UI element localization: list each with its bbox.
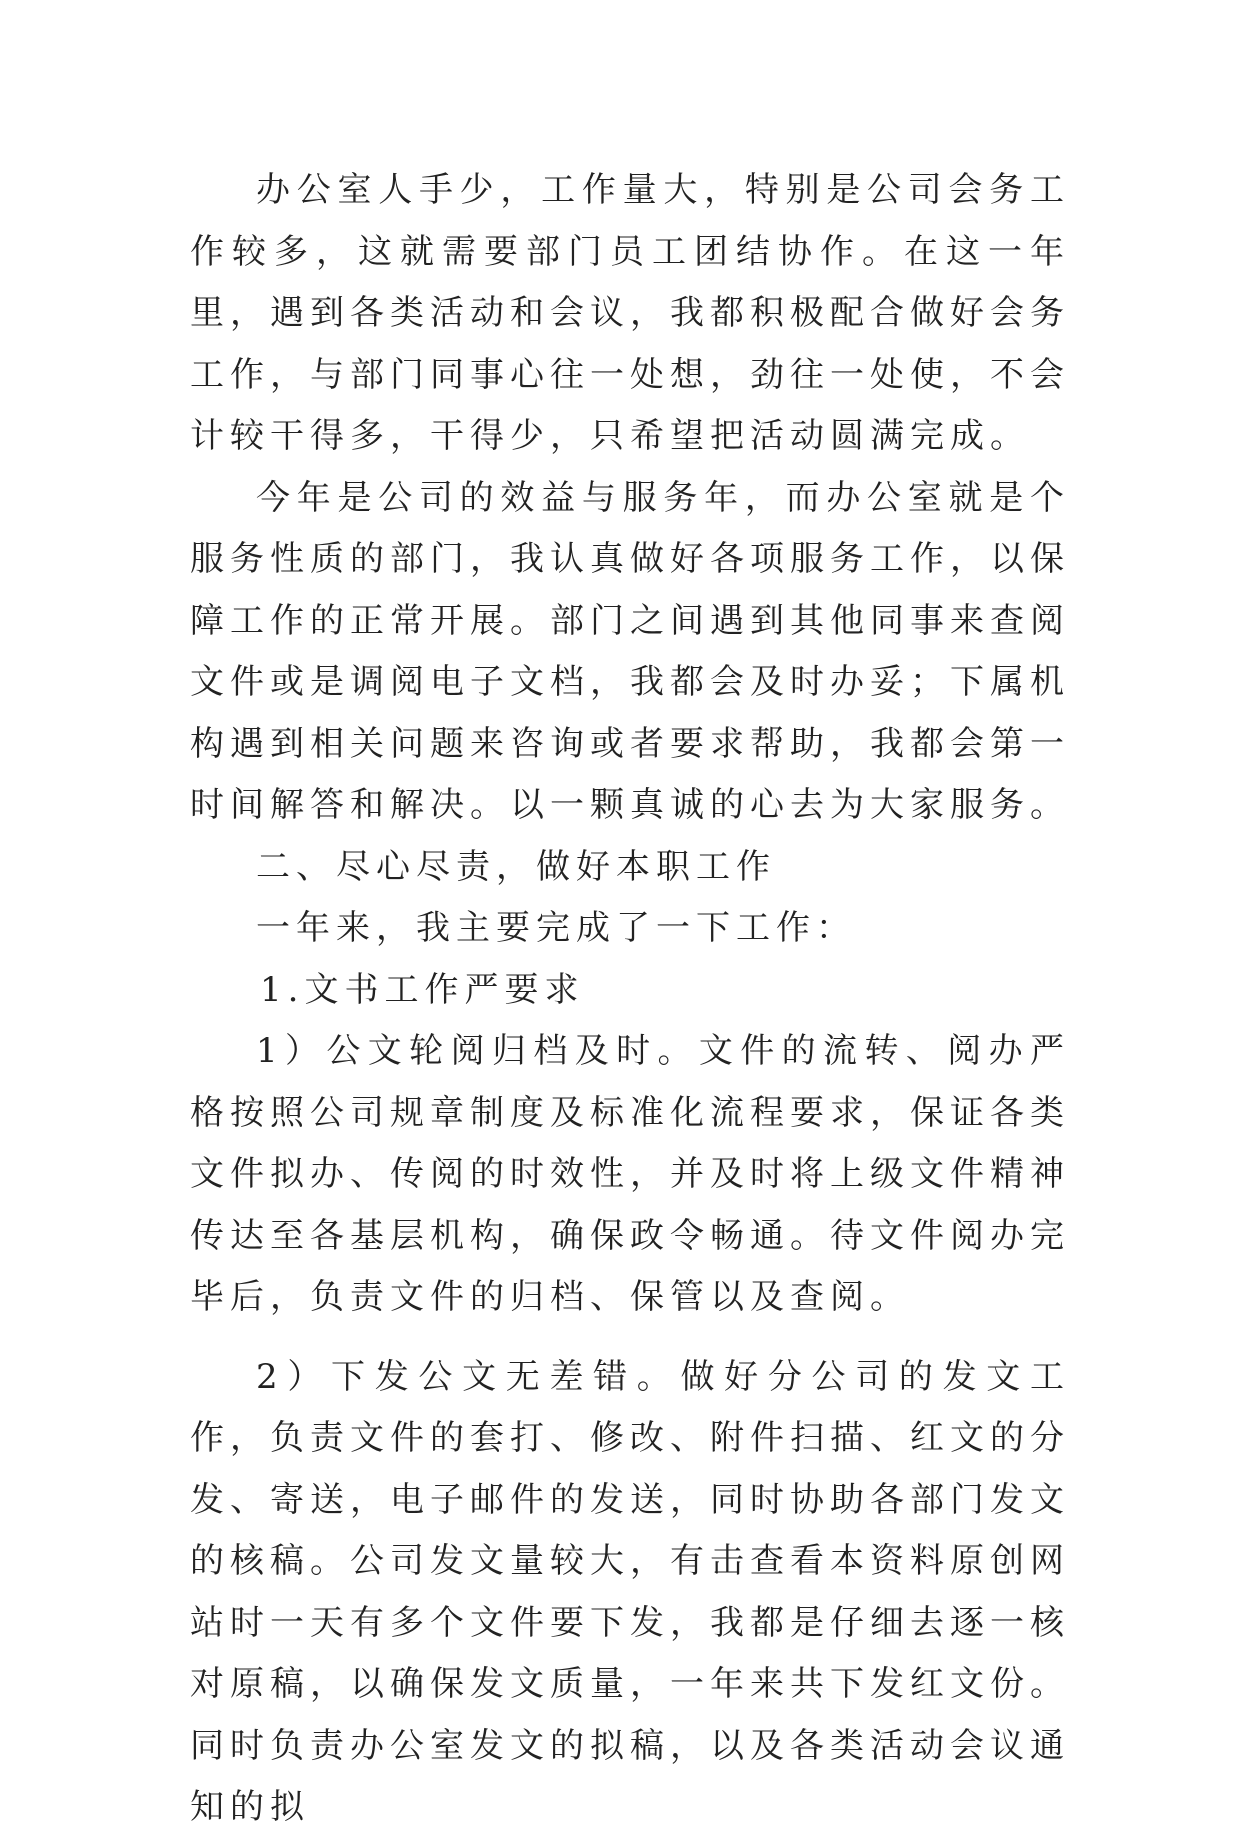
paragraph-service: 今年是公司的效益与服务年，而办公室就是个服务性质的部门，我认真做好各项服务工作，以保障工作的正常开展。部门之间遇到其他同事来查阅文件或是调阅电子文档，我都会及时办妥；下属机构遇到相关问题来咨询或者要求帮助，我都会第一时间解答和解决。以一颗真诚的心去为大家服务。 (190, 477, 1070, 825)
paragraph-teamwork: 办公室人手少，工作量大，特别是公司会务工作较多，这就需要部门员工团结协作。在这一年里，遇到各类活动和会议，我都积极配合做好会务工作，与部门同事心往一处想，劲往一处使，不会计较干得多，干得少，只希望把活动圆满完成。 (190, 170, 1070, 456)
paragraph-intro: 一年来，我主要完成了一下工作： (256, 908, 856, 948)
paragraph-item-1: 1）公文轮阅归档及时。文件的流转、阅办严格按照公司规章制度及标准化流程要求，保证各类文件拟办、传阅的时效性，并及时将上级文件精神传达至各基层机构，确保政令畅通。待文件阅办完毕后，负责文件的归档、保管以及查阅。 (190, 1031, 1070, 1317)
subsection-heading: 1.文书工作严要求 (260, 969, 585, 1010)
paragraph-item-2: 2）下发公文无差错。做好分公司的发文工作，负责文件的套打、修改、附件扫描、红文的分发、寄送，电子邮件的发送，同时协助各部门发文的核稿。公司发文量较大，有击查看本资料原创网站时一天有多个文件要下发，我都是仔细去逐一核对原稿，以确保发文质量，一年来共下发红文份。同时负责办公室发文的拟稿，以及各类活动会议通知的拟 (190, 1356, 1070, 1827)
section-heading: 二、尽心尽责，做好本职工作 (256, 846, 776, 887)
document-body (190, 160, 1070, 1839)
